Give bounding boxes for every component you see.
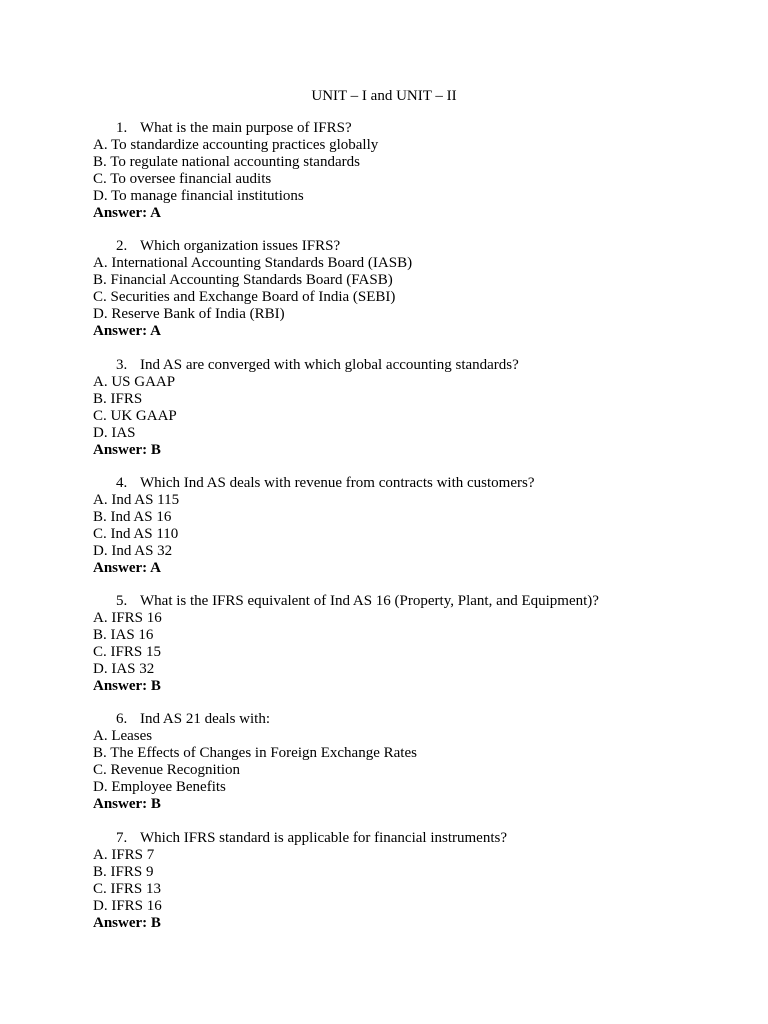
option-b: B. Ind AS 16 bbox=[93, 508, 172, 525]
question-text: Which organization issues IFRS? bbox=[140, 238, 341, 255]
question-stem bbox=[93, 357, 733, 374]
question-text: Ind AS 21 deals with: bbox=[140, 711, 270, 728]
option-b: B. IFRS bbox=[93, 390, 143, 407]
option-a: A. US GAAP bbox=[93, 373, 176, 390]
option-d: D. IAS 32 bbox=[93, 661, 155, 678]
option-c: C. Revenue Recognition bbox=[93, 762, 241, 779]
question-stem bbox=[93, 120, 733, 137]
question-stem bbox=[93, 830, 733, 847]
option-b: B. IFRS 9 bbox=[93, 863, 154, 880]
question-item bbox=[93, 711, 733, 813]
option-c: C. Ind AS 110 bbox=[93, 525, 179, 542]
option-a: A. To standardize accounting practices globally bbox=[93, 137, 379, 153]
question-text: What is the IFRS equivalent of Ind AS 16 (Property, Plant, and Equipment)? bbox=[140, 593, 599, 610]
question-text: Which IFRS standard is applicable for financial instruments? bbox=[140, 829, 507, 846]
option-d: D. Reserve Bank of India (RBI) bbox=[93, 306, 285, 323]
option-a: A. Ind AS 115 bbox=[93, 491, 180, 508]
option-d: D. Ind AS 32 bbox=[93, 542, 173, 559]
page-title: UNIT – I and UNIT – II bbox=[311, 88, 457, 104]
option-a: A. IFRS 16 bbox=[93, 610, 162, 627]
question-stem bbox=[93, 711, 733, 728]
answer-line: Answer: B bbox=[93, 796, 161, 813]
question-number: 1. bbox=[116, 120, 128, 136]
option-d: D. To manage financial institutions bbox=[93, 188, 304, 204]
question-text: Which Ind AS deals with revenue from contracts with customers? bbox=[140, 474, 535, 491]
option-a: A. Leases bbox=[93, 728, 153, 745]
answer-line: Answer: B bbox=[93, 441, 161, 458]
option-b: B. IAS 16 bbox=[93, 627, 154, 644]
question-number: 7. bbox=[116, 829, 128, 846]
question-number: 2. bbox=[116, 238, 128, 255]
option-c: C. IFRS 13 bbox=[93, 880, 161, 897]
option-c: C. UK GAAP bbox=[93, 407, 177, 424]
option-a: A. IFRS 7 bbox=[93, 846, 155, 863]
question-number: 6. bbox=[116, 711, 128, 728]
question-list bbox=[93, 120, 733, 948]
answer-line: Answer: B bbox=[93, 914, 161, 931]
question-item bbox=[93, 120, 733, 222]
question-item bbox=[93, 357, 733, 459]
answer-line: Answer: A bbox=[93, 559, 161, 576]
question-text: Ind AS are converged with which global accounting standards? bbox=[140, 356, 519, 373]
option-d: D. IFRS 16 bbox=[93, 897, 162, 914]
answer-line: Answer: B bbox=[93, 678, 161, 695]
option-c: C. Securities and Exchange Board of India (SEBI) bbox=[93, 289, 396, 306]
option-b: B. To regulate national accounting standards bbox=[93, 154, 360, 170]
question-number: 3. bbox=[116, 356, 128, 373]
question-item bbox=[93, 830, 733, 932]
question-number: 5. bbox=[116, 593, 128, 610]
question-number: 4. bbox=[116, 474, 128, 491]
option-c: C. To oversee financial audits bbox=[93, 171, 272, 187]
question-stem bbox=[93, 475, 733, 492]
question-stem bbox=[93, 238, 733, 255]
question-item bbox=[93, 593, 733, 695]
answer-line: Answer: A bbox=[93, 205, 161, 221]
option-a: A. International Accounting Standards Board (IASB) bbox=[93, 255, 413, 272]
question-stem bbox=[93, 593, 733, 610]
option-d: D. IAS bbox=[93, 424, 136, 441]
answer-line: Answer: A bbox=[93, 323, 161, 340]
option-b: B. The Effects of Changes in Foreign Exchange Rates bbox=[93, 745, 417, 762]
option-b: B. Financial Accounting Standards Board (FASB) bbox=[93, 272, 393, 289]
question-item bbox=[93, 475, 733, 577]
question-item bbox=[93, 238, 733, 340]
question-text: What is the main purpose of IFRS? bbox=[140, 120, 352, 136]
option-c: C. IFRS 15 bbox=[93, 644, 161, 661]
option-d: D. Employee Benefits bbox=[93, 779, 226, 796]
